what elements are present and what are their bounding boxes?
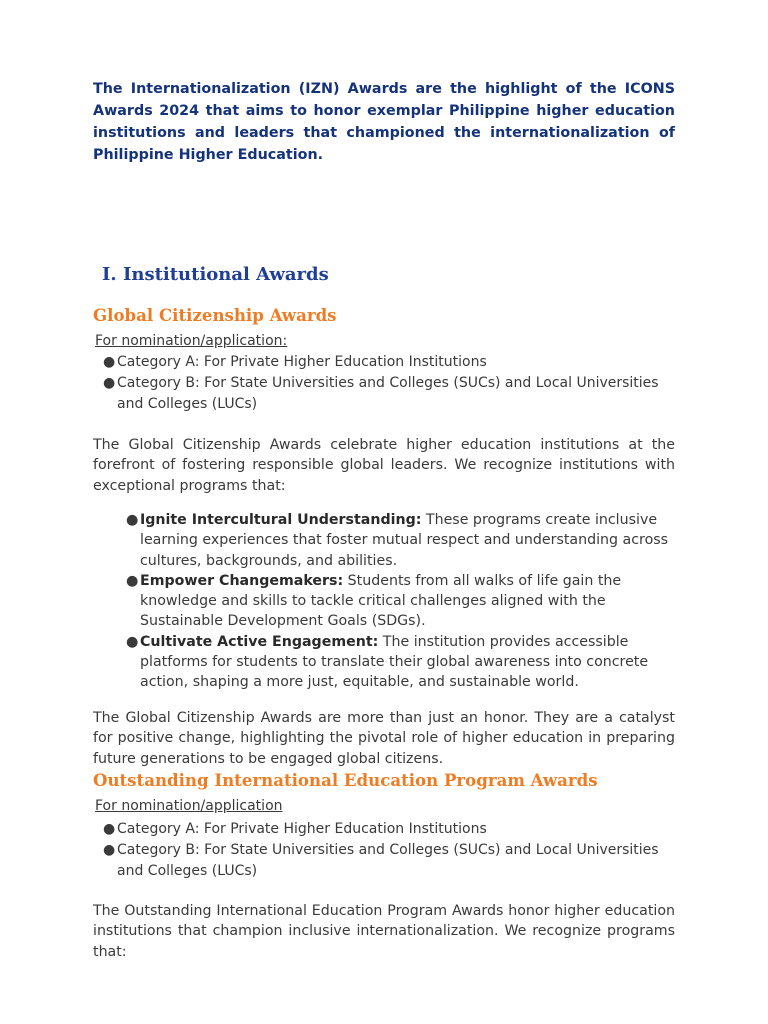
feature-title: Empower Changemakers: <box>140 572 344 589</box>
category-list <box>93 819 683 882</box>
body-paragraph: The Global Citizenship Awards celebrate higher education institutions at the forefront of fostering responsible global leaders. We recognize institutions with exceptional programs that: <box>93 437 675 494</box>
category-list <box>93 352 683 415</box>
feature-title: Cultivate Active Engagement: <box>140 633 379 650</box>
nomination-label: For nomination/application: <box>95 333 288 349</box>
feature-list <box>116 510 672 693</box>
feature-item <box>116 632 672 693</box>
award-heading-international-education: Outstanding International Education Program Awards <box>93 770 598 790</box>
category-item: ● Category A: For Private Higher Education Institutions <box>93 352 683 373</box>
body-paragraph: The Global Citizenship Awards are more than just an honor. They are a catalyst for positive change, highlighting the pivotal role of higher education in preparing future generations to be engaged global citizens. <box>93 710 675 767</box>
section-heading-institutional-awards: I. Institutional Awards <box>102 264 329 285</box>
category-item: ● Category B: For State Universities and Colleges (SUCs) and Local Universities and Colleges (LUCs) <box>103 842 659 879</box>
bullet-icon: ● <box>103 821 116 837</box>
category-item: ● Category B: For State Universities and Colleges (SUCs) and Local Universities and Colleges (LUCs) <box>103 375 659 412</box>
feature-item <box>116 510 672 571</box>
feature-item <box>116 571 672 632</box>
feature-text: These programs create inclusive learning experiences that foster mutual respect and understanding across cultures, backgrounds, and abilities. <box>140 512 669 569</box>
bullet-icon: ● <box>103 354 116 370</box>
feature-text: Students from all walks of life gain the knowledge and skills to tackle critical challenges aligned with the Sustainable Development Goals (SDGs). <box>140 572 622 630</box>
bullet-icon: ● <box>126 633 139 650</box>
category-item: ● Category A: For Private Higher Education Institutions <box>93 819 683 840</box>
bullet-icon: ● <box>103 842 116 858</box>
body-paragraph: The Outstanding International Education Program Awards honor higher education institutions that champion inclusive internationalization. We recognize programs that: <box>93 903 675 960</box>
nomination-label: For nomination/application <box>95 798 283 814</box>
bullet-icon: ● <box>126 512 139 528</box>
bullet-icon: ● <box>126 572 139 589</box>
award-heading-global-citizenship: Global Citizenship Awards <box>93 305 337 325</box>
intro-paragraph: The Internationalization (IZN) Awards are the highlight of the ICONS Awards 2024 that aims to honor exemplar Philippine higher education institutions and leaders that championed the internationalization of Philippine Higher Education. <box>93 81 675 163</box>
bullet-icon: ● <box>103 375 116 391</box>
feature-title: Ignite Intercultural Understanding: <box>140 512 422 528</box>
feature-text: The institution provides accessible platforms for students to translate their global awareness into concrete action, shaping a more just, equitable, and sustainable world. <box>140 633 649 691</box>
